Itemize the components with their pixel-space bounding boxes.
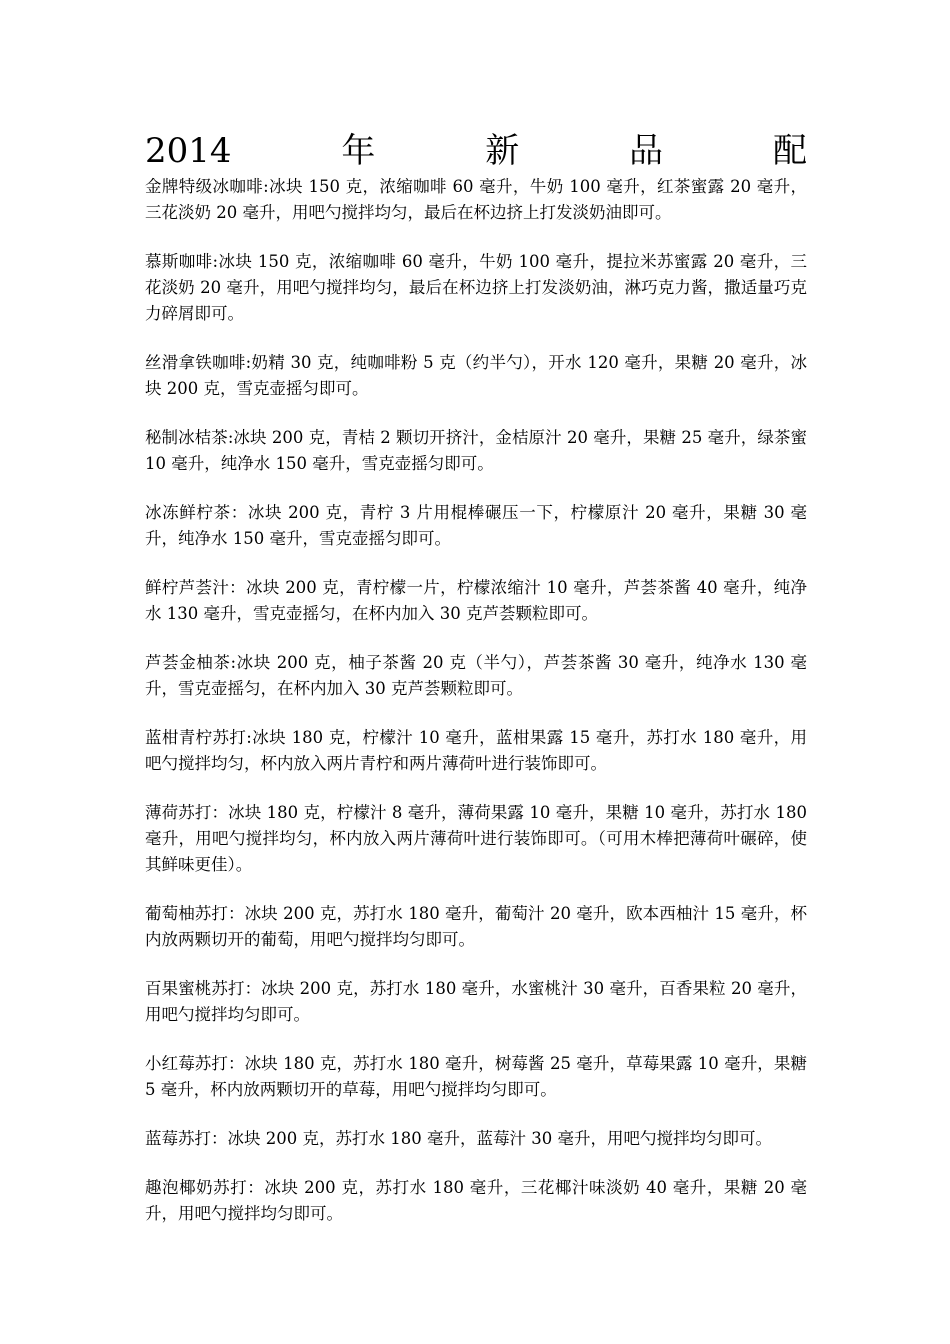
recipe-text: 冰块 200 克，青柠檬一片，柠檬浓缩汁 10 毫升，芦荟茶酱 40 毫升，纯净水 130 毫升，雪克壶摇匀，在杯内加入 30 克芦荟颗粒即可。 (145, 578, 808, 623)
recipe-text: 冰块 150 克，浓缩咖啡 60 毫升，牛奶 100 毫升，提拉米苏蜜露 20 毫升，三花淡奶 20 毫升，用吧勺搅拌均匀，最后在杯边挤上打发淡奶油，淋巧克力酱，撒适量巧克力碎屑即可。 (145, 252, 808, 323)
recipe-list (145, 174, 807, 1227)
recipe-item (145, 500, 807, 552)
recipe-separator: : (212, 252, 219, 271)
recipe-separator: ： (211, 1129, 228, 1148)
title-part-3: 品 (629, 131, 664, 171)
recipe-text: 冰块 200 克，柚子茶酱 20 克（半勺），芦荟茶酱 30 毫升，纯净水 130 毫升，雪克壶摇匀，在杯内加入 30 克芦荟颗粒即可。 (145, 653, 808, 698)
recipe-item (145, 901, 807, 953)
recipe-item (145, 800, 807, 878)
recipe-text: 冰块 180 克，苏打水 180 毫升，树莓酱 25 毫升，草莓果露 10 毫升，果糖 5 毫升，杯内放两颗切开的草莓，用吧勺搅拌均匀即可。 (145, 1054, 807, 1099)
title-part-1: 年 (341, 131, 376, 171)
recipe-item (145, 1126, 807, 1152)
recipe-item (145, 1175, 807, 1227)
recipe-name: 慕斯咖啡 (145, 252, 213, 271)
recipe-text: 冰块 180 克，柠檬汁 8 毫升，薄荷果露 10 毫升，果糖 10 毫升，苏打水 180 毫升，用吧勺搅拌均匀，杯内放入两片薄荷叶进行装饰即可。（可用木棒把薄荷叶碾碎，使其鲜味更佳）。 (145, 803, 808, 874)
recipe-item (145, 725, 807, 777)
recipe-text: 冰块 180 克，柠檬汁 10 毫升，蓝柑果露 15 毫升，苏打水 180 毫升，用吧勺搅拌均匀，杯内放入两片青柠和两片薄荷叶进行装饰即可。 (145, 728, 808, 773)
recipe-name: 小红莓苏打 (145, 1054, 228, 1073)
recipe-item (145, 650, 807, 702)
recipe-text: 冰块 150 克，浓缩咖啡 60 毫升，牛奶 100 毫升，红茶蜜露 20 毫升，三花淡奶 20 毫升，用吧勺搅拌均匀，最后在杯边挤上打发淡奶油即可。 (145, 177, 808, 222)
recipe-name: 鲜柠芦荟汁 (145, 578, 230, 597)
recipe-text: 冰块 200 克，苏打水 180 毫升，水蜜桃汁 30 毫升，百香果粒 20 毫升，用吧勺搅拌均匀即可。 (145, 979, 807, 1024)
recipe-item (145, 174, 807, 226)
recipe-item (145, 425, 807, 477)
recipe-separator: ： (230, 503, 248, 522)
recipe-name: 蓝柑青柠苏打 (145, 728, 247, 747)
recipe-separator: ： (227, 1054, 245, 1073)
recipe-item (145, 575, 807, 627)
recipe-name: 丝滑拿铁咖啡 (145, 353, 246, 372)
document-page (145, 128, 807, 1250)
recipe-separator: : (230, 653, 237, 672)
recipe-text: 冰块 200 克，苏打水 180 毫升，蓝莓汁 30 毫升，用吧勺搅拌均匀即可。 (227, 1129, 772, 1148)
recipe-name: 趣泡椰奶苏打 (145, 1178, 248, 1197)
recipe-name: 冰冻鲜柠茶 (145, 503, 231, 522)
recipe-item (145, 350, 807, 402)
recipe-text: 冰块 200 克，青柠 3 片用棍棒碾压一下，柠檬原汁 20 毫升，果糖 30 毫升，纯净水 150 毫升，雪克壶摇匀即可。 (145, 503, 808, 548)
recipe-separator: : (246, 728, 252, 747)
recipe-text: 冰块 200 克，苏打水 180 毫升，三花椰汁味淡奶 40 毫升，果糖 20 毫升，用吧勺搅拌均匀即可。 (145, 1178, 808, 1223)
recipe-name: 百果蜜桃苏打 (145, 979, 245, 998)
recipe-separator: : (245, 353, 252, 372)
recipe-name: 芦荟金柚茶 (145, 653, 231, 672)
recipe-separator: : (227, 428, 234, 447)
recipe-separator: ： (229, 578, 246, 597)
recipe-name: 金牌特级冰咖啡 (145, 177, 264, 196)
recipe-name: 葡萄柚苏打 (145, 904, 228, 923)
recipe-text: 奶精 30 克，纯咖啡粉 5 克（约半勺），开水 120 毫升，果糖 20 毫升，冰块 200 克，雪克壶摇匀即可。 (145, 353, 808, 398)
recipe-separator: ： (247, 1178, 265, 1197)
recipe-text: 冰块 200 克，青桔 2 颗切开挤汁，金桔原汁 20 毫升，果糖 25 毫升，绿茶蜜 10 毫升，纯净水 150 毫升，雪克壶摇匀即可。 (145, 428, 807, 473)
recipe-separator: ： (227, 904, 245, 923)
title-part-2: 新 (485, 131, 520, 171)
recipe-text: 冰块 200 克，苏打水 180 毫升，葡萄汁 20 毫升，欧本西柚汁 15 毫升，杯内放两颗切开的葡萄，用吧勺搅拌均匀即可。 (145, 904, 807, 949)
recipe-name: 秘制冰桔茶 (145, 428, 228, 447)
recipe-separator: : (263, 177, 269, 196)
title-part-year: 2014 (145, 131, 232, 171)
recipe-name: 薄荷苏打 (145, 803, 212, 822)
recipe-item (145, 1051, 807, 1103)
recipe-item (145, 976, 807, 1028)
title-part-4: 配 (772, 131, 807, 171)
page-title (145, 128, 807, 174)
recipe-item (145, 249, 807, 327)
recipe-separator: ： (211, 803, 229, 822)
recipe-name: 蓝莓苏打 (145, 1129, 211, 1148)
recipe-separator: ： (244, 979, 262, 998)
